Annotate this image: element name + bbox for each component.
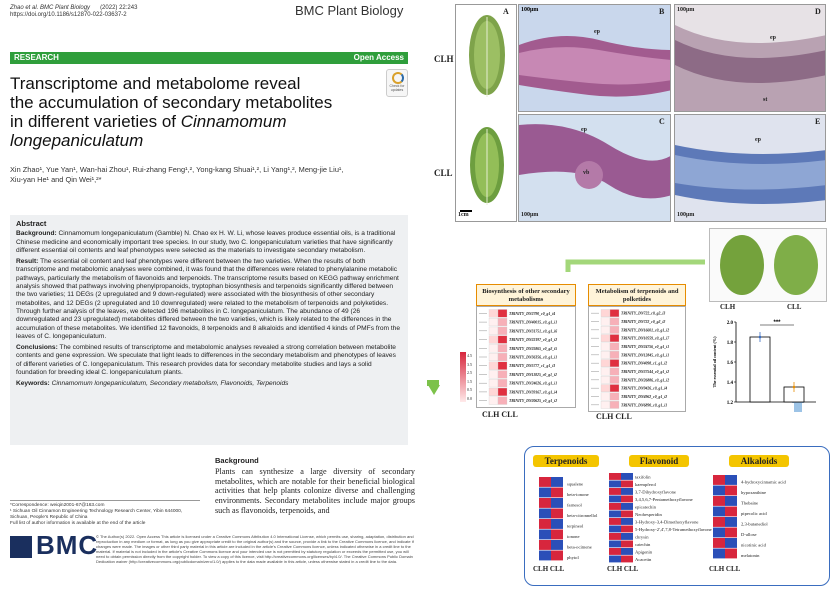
doi-link[interactable]: https://doi.org/10.1186/s12870-022-03637-2	[10, 12, 127, 18]
metabolite-label: D-allose	[741, 532, 757, 537]
heat-cell	[610, 368, 619, 375]
heat-cell	[601, 326, 610, 333]
license-text: © The Author(s) 2022. Open Access This article is licensed under a Creative Commons Attribution 4.0 International License, which permits use, sharing, adaptation, distribution and reproduction in any medium or format, as long as you give appropriate credit to the original author(s) and the source, provide a link to the Creative Commons licence, and indicate if changes were made. The images or other third party material in this article are included in the article's Creative Commons licence, unless indicated otherwise in a credit line to the material. If material is not included in the article's Creative Commons licence and your intended use is not permitted by statutory regulation or exceeds the permitted use, you will need to obtain permission directly from the copyright holder. To view a copy of this licence, visit http://creativecommons.org/licenses/by/4.0/. The Creative Commons Public Domain Dedication waiver (http://creativecommons.org/publicdomain/zero/1.0/) applies to the data made available in this article, unless otherwise stated in a credit line to the data.	[96, 534, 414, 564]
text: The combined results of transcriptome and metabolomic analyses revealed a strong correlation between metabolite contents and gene expression. We speculate that light leads to differences in the secondary metabolism and phenotypes of leaves of different varieties of C. longepaniculatum. This research provides data for secondary metabolite studies and lays a solid foundation for breeding ideal C. longepaniculatum plants.	[16, 344, 396, 377]
micrograph-c	[519, 115, 671, 222]
heat-cell	[713, 538, 725, 548]
metabolite-label: nicotinic acid	[741, 542, 766, 548]
metabolite-label: catechin	[635, 542, 651, 547]
heat-cell	[713, 528, 725, 538]
panel-letter-a: A	[503, 7, 509, 16]
label-ep: ep	[594, 29, 600, 35]
heat-cell	[498, 397, 507, 405]
scale-100um: 100μm	[521, 7, 539, 13]
heat-cell	[539, 498, 551, 508]
gene-label: TRINITY_DN5777_c1_g1_i3	[509, 364, 556, 369]
gene-label: TRINITY_DN40015_c0_g1_i1	[509, 320, 558, 325]
heat-cell	[539, 551, 551, 561]
heat-cell	[725, 528, 737, 538]
legend-bar	[460, 352, 466, 402]
bmc-logo-icon	[10, 536, 32, 558]
abstract-box	[10, 215, 408, 445]
year-pages: (2022) 22:243	[100, 5, 138, 11]
heat-cell	[609, 518, 621, 525]
heat-cell	[489, 344, 498, 352]
metabolite-label: Thebaine	[741, 500, 759, 506]
metabolite-label: Neohesperidin	[635, 512, 662, 517]
text: Cinnamomum longepaniculatum (Gamble) N. Chao ex H. W. Li, whose leaves produce essential oils, is a traditional Chinese medicine and economically important tree species. In our study, two C. longepaniculatum varieties that have significantly different essential oil contents and leaf phenotypes were selected as the materials to investigate secondary metabolism.	[16, 230, 396, 254]
heat-cell	[498, 344, 507, 352]
heat-cell	[621, 556, 633, 563]
gene-label: TRINITY_DN4962_c0_g1_i2	[621, 395, 668, 399]
gene-label: TRINITY_DN722_c0_g2_i2	[621, 320, 666, 324]
research-banner	[10, 52, 408, 64]
heat-cell	[498, 336, 507, 344]
heat-cell	[551, 540, 563, 550]
metabolite-label: melatonin	[741, 553, 760, 558]
gene-label: TRINITY_DN22197_c0_g1_i2	[509, 338, 558, 343]
open-access-label: Open Access	[353, 53, 404, 62]
heat2-title: Metabolism of terpenoids and polketides	[588, 284, 686, 306]
heat-cell	[610, 335, 619, 342]
heat1-title: Biosynthesis of other secondary metabolisms	[476, 284, 576, 306]
heat-cell	[498, 371, 507, 379]
abstract-background	[16, 230, 402, 255]
gene-label: TRINITY_DN6890_c0_g1_i1	[621, 403, 668, 408]
bar	[750, 337, 770, 402]
heat-cell	[610, 393, 619, 400]
heat-cell	[609, 526, 621, 533]
legend-tick: 1.5	[467, 378, 472, 384]
panel-letter-c: C	[659, 117, 665, 126]
heat-cell	[498, 318, 507, 326]
abstract-heading: Abstract	[16, 219, 47, 228]
heat-cell	[609, 533, 621, 540]
title-species: Cinnamomum	[180, 112, 287, 131]
bar-chart-svg	[710, 312, 828, 412]
heat-cell	[539, 530, 551, 540]
heat-cell	[621, 511, 633, 518]
micrograph-e	[675, 115, 826, 222]
label-ep: ep	[581, 127, 587, 133]
heatmap-1	[476, 306, 576, 408]
legend-tick: 2.5	[467, 370, 472, 375]
heat-cell	[601, 310, 610, 317]
leaf-photos	[456, 5, 517, 222]
heat-cell	[713, 496, 725, 506]
heat-cell	[551, 530, 563, 540]
metabolite-label: hypoxanthine	[741, 490, 767, 495]
metabolite-label: 3-Hydroxy-3,4-Dimethoxyflavone	[635, 519, 699, 525]
abstract-keywords	[16, 380, 402, 388]
metabolite-label: taxifolin	[635, 474, 651, 480]
metabolite-label: kaempferol	[635, 482, 656, 487]
heat-cell	[610, 401, 619, 408]
heatmap-2	[588, 306, 686, 412]
gene-label: TRINITY_DN25865_c0_g2_i5	[509, 346, 558, 351]
heat-cell	[551, 551, 563, 561]
col-cll: CLL	[549, 565, 565, 573]
panel-b-micro	[518, 4, 671, 112]
metabolite-label: beta-citronnellol	[567, 513, 598, 518]
panel-letter-e: E	[815, 117, 821, 126]
heat-cell	[601, 318, 610, 325]
heat-cell	[609, 503, 621, 510]
gene-label: TRINITY_DN10559_c0_g1_i7	[621, 336, 670, 341]
legend-tick: 3.5	[467, 361, 472, 367]
authors-line: Xiu-yan He¹ and Qin Wei¹,²*	[10, 175, 102, 184]
metabolite-label: pipecolic acid	[741, 511, 767, 516]
heat-cell	[498, 310, 507, 318]
gene-label: TRINITY_DN37544_c0_g1_i2	[621, 370, 670, 374]
heat-cell	[725, 475, 737, 485]
y-tick-label: 1.4	[726, 381, 733, 386]
heat-cell	[601, 343, 610, 350]
heat2-col-labels	[596, 412, 632, 421]
y-axis-label: The essential oil content (%)	[712, 336, 717, 388]
significance-label: ***	[773, 320, 781, 326]
heat-cell	[725, 549, 737, 559]
heat-cell	[610, 360, 619, 367]
heat-cell	[601, 360, 610, 367]
heat1-col-labels	[482, 410, 518, 419]
legend-ticks	[467, 352, 472, 403]
col-clh: CLH	[482, 410, 500, 419]
cll-label: CLL	[434, 168, 453, 178]
text: Cinnamomum longepaniculatum, Secondary metabolism, Flavonoids, Terpenoids	[51, 380, 289, 388]
y-tick-label: 1.8	[726, 341, 733, 346]
alkaloids-label: Alkaloids	[729, 455, 789, 467]
y-tick-label: 1.2	[726, 401, 733, 406]
arrow-green-head	[428, 385, 440, 395]
panel-d-micro	[674, 4, 826, 112]
background-heading: Background	[215, 456, 259, 465]
title-species: longepaniculatum	[10, 131, 144, 150]
affiliation: ¹ Sichuan Oil Cinnamon Engineering Technology Research Center, Yibin 644000, Sichuan, People's Republic of China	[10, 509, 183, 520]
metabolite-label: chrysin	[635, 534, 649, 540]
correspondence[interactable]: *Correspondence: weiqin2001-67@163.com	[10, 503, 105, 508]
gene-label: TRINITY_DN24626_c0_g1_i1	[509, 381, 558, 386]
heat-cell	[713, 486, 725, 496]
data-point	[759, 336, 762, 339]
heat-cell	[609, 473, 621, 480]
gene-label: TRINITY_DN20625_c0_g1_i2	[509, 399, 558, 404]
heat-cell	[539, 509, 551, 519]
gene-label: TRINITY_DN4098_c1_g1_i2	[621, 361, 668, 366]
metabolite-box	[524, 446, 830, 586]
heat-cell	[609, 488, 621, 495]
oil-content-chart	[710, 312, 828, 412]
heat-cell	[713, 549, 725, 559]
heat-legend	[460, 352, 474, 402]
heat-cell	[551, 509, 563, 519]
metabolite-label: 3,4,5,6,7-Pentamethoxyflavone	[635, 497, 693, 502]
flav-col-labels	[607, 565, 638, 573]
y-tick-label: 2.0	[726, 321, 733, 326]
metabolite-label: phytol	[567, 555, 579, 560]
heat-cell	[621, 533, 633, 540]
text: The essential oil content and leaf phenotypes were different between the two varieties. When the results of both transcriptome and metabolomic analyses were combined, it was found that the differences were related to phenylalanine metabolic pathways, particularly the metabolism of flavonoids and terpenoids. The transcriptome results based on KEGG pathway enrichment analysis showed that pathways involving phenylpropanoids, tryptophan biosynthesis and terpenoids significantly differed between the two varieties; 11 DEGs (2 upregulated and 9 down-regulated) were associated with the biosynthesis of other secondary metabolites, and 12 DEGs (2 upregulated and 10 downregulated) were related to the metabolism of terpenoids and polyketides. Through further analysis of the leaves, we detected 196 metabolites in C. longepaniculatum. The abundance of 49 (26 downregulated and 23 upregulated) metabolites differed between the two varieties, which is likely related to the differences in the accumulation of these metabolites. We identified 12 flavonoids, 8 terpenoids and 8 alkaloids and identified 4 kinds of PMFs from the leaves of C. longepaniculatum.	[16, 258, 401, 340]
heat-cell	[489, 310, 498, 318]
heat-cell	[610, 318, 619, 325]
heat-cell	[609, 511, 621, 518]
terpenoids-label: Terpenoids	[533, 455, 599, 467]
label: Result:	[16, 258, 39, 266]
gene-label: TRINITY_DN12845_c0_g1_i1	[621, 353, 670, 358]
title-line: the accumulation of secondary metabolites	[10, 93, 333, 112]
footnote	[10, 500, 200, 527]
gene-label: TRINITY_DN24756_c0_g1_i1	[621, 345, 670, 349]
heat-cell	[621, 548, 633, 555]
micrograph-d	[675, 5, 826, 112]
heat-cell	[725, 517, 737, 527]
metabolite-label: 4-hydroxycinnamic acid	[741, 479, 786, 485]
label-ep: ep	[770, 35, 776, 41]
journal-title: BMC Plant Biology	[295, 3, 404, 18]
label-vb: vb	[583, 170, 590, 176]
metabolite-label: terpineol	[567, 523, 584, 529]
metabolite-label: 2,3-butanediol	[741, 521, 768, 527]
heat-cell	[489, 397, 498, 405]
heat-cell	[609, 541, 621, 548]
metabolite-label: squalene	[567, 481, 584, 487]
abstract-conclusions	[16, 344, 402, 377]
heat-cell	[601, 335, 610, 342]
heat-cell	[713, 517, 725, 527]
heat-cell	[601, 351, 610, 358]
clh-label: CLH	[720, 303, 736, 311]
heat-cell	[609, 481, 621, 488]
background-text: Plants can synthesize a large diversity of secondary metabolites, which are notable for their beneficial biological activities that help plants colonize diverse and challenging environments. Secondary metabolites include major groups such as flavonoids, terpenoids, and	[215, 466, 415, 515]
heat-cell	[551, 477, 563, 487]
heat-cell	[610, 326, 619, 333]
label: Background:	[16, 230, 57, 238]
col-clh: CLH	[709, 565, 725, 573]
heat-cell	[621, 488, 633, 495]
scale-100um: 100μm	[677, 7, 695, 13]
heat-cell	[621, 541, 633, 548]
data-point	[793, 386, 796, 389]
heat-cell	[551, 519, 563, 529]
journal-citation	[10, 5, 137, 19]
heat-cell	[621, 526, 633, 533]
heat-cell	[539, 477, 551, 487]
legend-tick: 0.5	[467, 387, 472, 392]
heat-cell	[609, 496, 621, 503]
micrograph-b	[519, 5, 671, 112]
col-cll: CLL	[623, 565, 639, 573]
panel-c-micro	[518, 114, 671, 222]
heat-cell	[725, 538, 737, 548]
gene-label: TRINITY_DN39167_c0_g1_i4	[509, 390, 558, 395]
graphical-abstract	[420, 0, 831, 595]
y-tick-label: 1.6	[726, 361, 733, 366]
authors-line: Xin Zhao¹, Yue Yan¹, Wan-hai Zhou¹, Rui-zhang Feng¹,², Yong-kang Shuai¹,², Li Yang¹,², Meng-jie Liu¹,	[10, 165, 344, 174]
heat-cell	[489, 353, 498, 361]
gene-label: TRINITY_DN36356_c0_g1_i1	[509, 355, 558, 360]
metabolite-label: beta-ionone	[567, 492, 589, 497]
scale-100um: 100μm	[677, 212, 695, 218]
panel-e-micro	[674, 114, 826, 222]
heat-cell	[539, 488, 551, 498]
heat-cell	[621, 496, 633, 503]
heat-cell	[498, 327, 507, 335]
gene-label: TRINITY_DN16601_c0_g1_i2	[621, 328, 670, 333]
article-title	[10, 74, 390, 150]
arrow-green	[568, 262, 705, 272]
terp-col-labels	[533, 565, 564, 573]
footnote-divider	[10, 500, 200, 501]
heat-cell	[489, 327, 498, 335]
metabolite-label: beta-ocimene	[567, 544, 592, 550]
heat-cell	[489, 318, 498, 326]
heat-cell	[489, 336, 498, 344]
panel-letter-b: B	[659, 7, 665, 16]
author-list	[10, 165, 370, 185]
bmc-logo	[10, 530, 98, 561]
col-cll: CLL	[725, 565, 741, 573]
heat-cell	[610, 351, 619, 358]
heat-cell	[489, 371, 498, 379]
panel-letter-d: D	[815, 7, 821, 16]
gene-label: TRINITY_DN11825_c0_g1_i2	[509, 372, 557, 377]
col-clh: CLH	[607, 565, 623, 573]
label: Keywords:	[16, 380, 50, 388]
clh-label: CLH	[434, 54, 454, 64]
metabolite-label: epicatechin	[635, 504, 656, 510]
heat-cell	[601, 368, 610, 375]
heat-cell	[609, 556, 621, 563]
heat-cell	[609, 548, 621, 555]
legend-tick: 0.0	[467, 395, 472, 401]
gene-label: TRINITY_DN2790_c0_g1_i4	[509, 311, 556, 316]
heat-cell	[551, 498, 563, 508]
heat-cell	[539, 540, 551, 550]
heat-cell	[498, 353, 507, 361]
gene-label: TRINITY_DN31751_c0_g1_i6	[509, 329, 558, 334]
heat-cell	[489, 388, 498, 396]
heat-cell	[601, 401, 610, 408]
metabolite-label: farnesol	[567, 502, 582, 508]
heat-cell	[610, 343, 619, 350]
label: Conclusions:	[16, 344, 58, 352]
panel-a-leaves	[455, 4, 517, 222]
more-info: Full list of author information is available at the end of the article	[10, 521, 146, 526]
check-updates-text: Check for updates	[389, 84, 405, 92]
heat-cell	[498, 362, 507, 370]
title-line: in different varieties of	[10, 112, 176, 131]
gene-label: TRINITY_DN26886_c0_g1_i2	[621, 378, 670, 383]
heat-cell	[621, 473, 633, 480]
heat-cell	[621, 503, 633, 510]
heat-cell	[601, 376, 610, 383]
heatmap-2-svg	[589, 307, 687, 413]
title-line: Transcriptome and metabolome reveal	[10, 74, 301, 93]
heat-cell	[610, 376, 619, 383]
flavonoid-label: Flavonoid	[629, 455, 689, 467]
col-cll: CLL	[501, 410, 518, 419]
heat-cell	[551, 488, 563, 498]
scale-1cm: 1cm	[458, 212, 469, 218]
heat-cell	[539, 519, 551, 529]
metabolite-label: 5-Hydroxy-2',4',7,8-Tetramethoxyflavone	[635, 527, 712, 532]
heat-cell	[725, 486, 737, 496]
metabolite-label: 3,7-Dihydroxyflavone	[635, 489, 676, 495]
heat-cell	[498, 379, 507, 387]
heat-cell	[621, 481, 633, 488]
heat-cell	[498, 388, 507, 396]
label-ep: ep	[755, 137, 761, 143]
col-cll: CLL	[615, 412, 632, 421]
section-label: RESEARCH	[14, 53, 59, 62]
metabolite-heatmaps	[525, 447, 831, 587]
col-clh: CLH	[533, 565, 549, 573]
background-section	[215, 456, 415, 516]
heat-cell	[610, 310, 619, 317]
metabolite-label: Apigenin	[635, 549, 653, 555]
gene-label: TRINITY_DN722_c0_g2_i3	[621, 311, 666, 316]
heat-cell	[601, 385, 610, 392]
check-updates-icon	[392, 72, 404, 84]
alk-col-labels	[709, 565, 740, 573]
heat-cell	[621, 518, 633, 525]
gene-label: TRINITY_DN9426_c0_g1_i4	[621, 386, 668, 391]
metabolite-label: ionone	[567, 534, 580, 539]
abstract-result	[16, 258, 402, 341]
legend-tick: 4.5	[467, 353, 472, 358]
arrow-green-shaft	[427, 380, 439, 386]
label-st: st	[763, 97, 768, 103]
heat-cell	[601, 393, 610, 400]
citation: Zhao et al. BMC Plant Biology	[10, 5, 91, 11]
heat-cell	[725, 496, 737, 506]
heat-cell	[725, 507, 737, 517]
bmc-logo-text: BMC	[36, 530, 99, 560]
heat-cell	[713, 475, 725, 485]
heatmap-1-svg	[477, 307, 577, 409]
col-clh: CLH	[596, 412, 614, 421]
heat-cell	[489, 362, 498, 370]
scale-100um: 100μm	[521, 212, 539, 218]
heat-cell	[713, 507, 725, 517]
heat-cell	[610, 385, 619, 392]
heat-cell	[489, 379, 498, 387]
cll-label: CLL	[787, 303, 802, 311]
metabolite-label: Acacetin	[635, 557, 652, 562]
